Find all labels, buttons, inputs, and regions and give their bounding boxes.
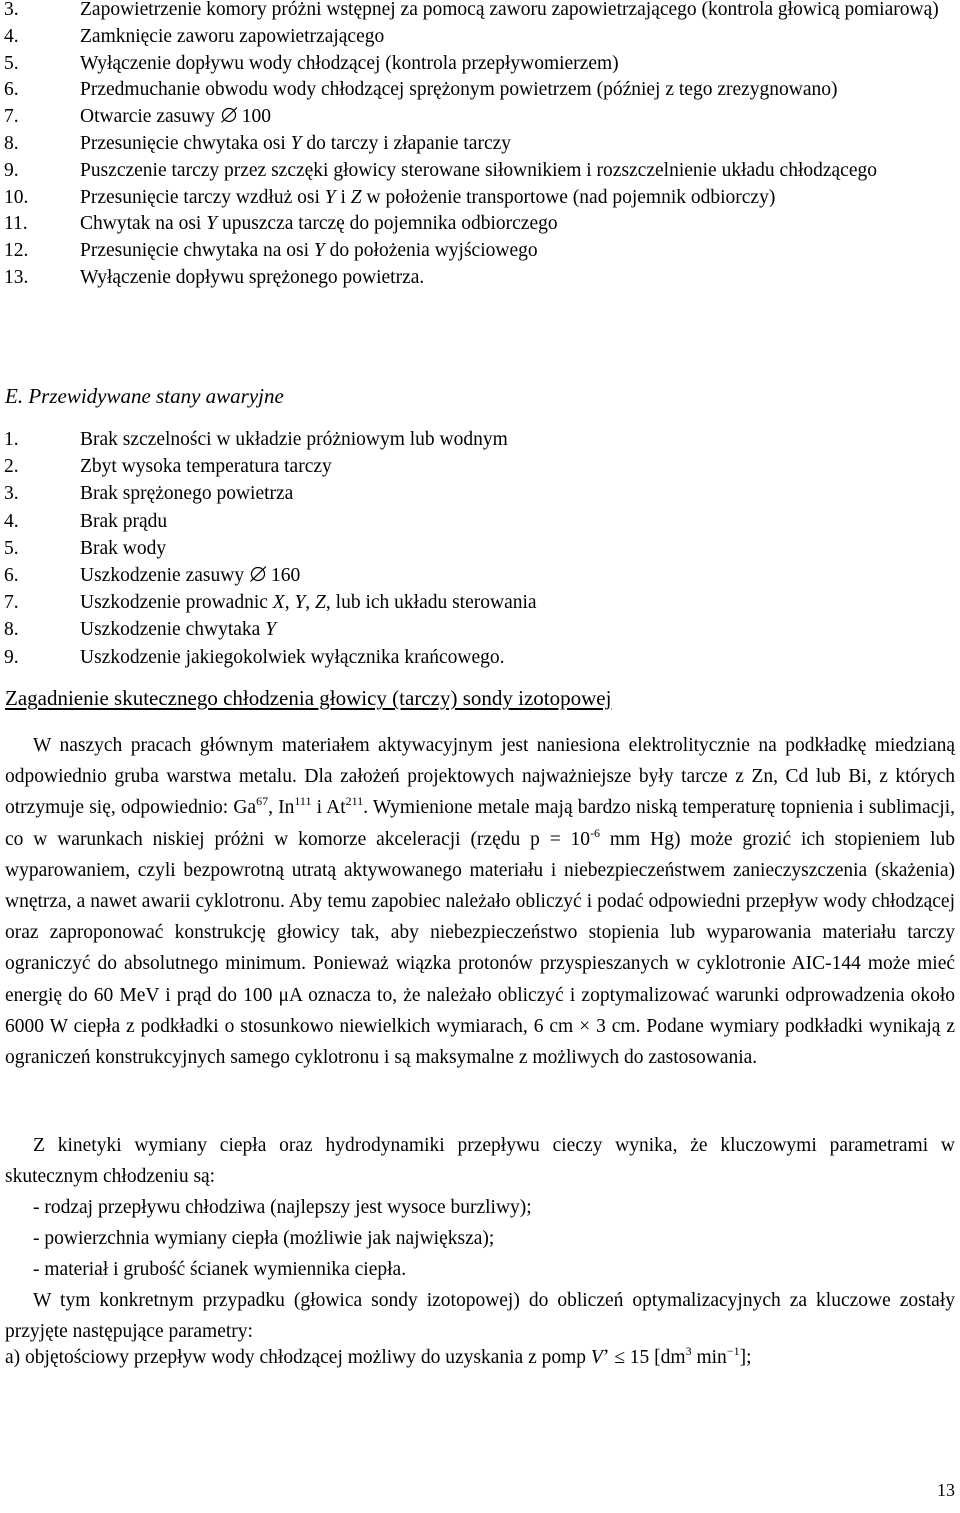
superscript: 211 — [345, 794, 364, 809]
volumetric-flow-symbol: V — [590, 1347, 603, 1368]
item-text: Brak prądu — [80, 510, 168, 532]
item-number: 4. — [4, 25, 19, 47]
item-number: 9. — [4, 159, 19, 181]
paragraph-text: Z kinetyki wymiany ciepła oraz hydrodynamiki przepływu cieczy wynika, że kluczowymi parametrami w skutecznym chłodzeniu są: — [5, 1135, 955, 1188]
axis-label: Z — [315, 592, 326, 614]
item-text: , lub ich układu sterowania — [325, 592, 537, 614]
item-number: 5. — [4, 52, 19, 74]
item-text: Zamknięcie zaworu zapowietrzającego — [80, 25, 385, 47]
list-item — [4, 24, 942, 51]
superscript: 67 — [256, 794, 269, 809]
paragraph-text: ≤ 15 [dm — [609, 1347, 686, 1368]
item-number: 7. — [4, 106, 19, 128]
list-item — [4, 535, 942, 562]
item-text: upuszcza tarczę do pojemnika odbiorczego — [217, 213, 558, 235]
page-number: 13 — [937, 1480, 955, 1500]
list-item — [4, 616, 942, 643]
item-number: 13. — [4, 266, 29, 288]
paragraph-text: ]; — [739, 1347, 752, 1368]
list-item — [4, 508, 942, 535]
paragraph-cooling-materials — [5, 730, 955, 1073]
paragraph-text: mm Hg) może grozić ich stopieniem lub wyparowaniem, czyli bezpowrotną utratą aktywowanego materiału i niebezpieczeństwem zanieczyszczenia (skażenia) wnętrza, a nawet awarii cyklotronu. Aby temu zapobiec należało obliczyć i podać odpowiedni przepływ wody chłodzącej oraz zaproponować konstrukcję głowicy tak, aby niebezpieczeństwo stopienia lub wyparowania materiału tarczy ograniczyć do absolutnego minimum. Ponieważ wiązka protonów przyspieszanych w cyklotronie AIC-144 może mieć energię do 60 MeV i prąd do 100 μA oznacza to, że należało obliczyć i zoptymalizować warunki odprowadzenia około 6000 W ciepła z podkładki o stosunkowo niewielkich wymiarach, 6 cm × 3 cm. Podane wymiary podkładki wynikają z ograniczeń konstrukcyjnych samego cyklotronu i są maksymalne z możliwych do zastosowania. — [5, 828, 955, 1069]
superscript: -6 — [590, 825, 601, 840]
item-number: 3. — [4, 483, 19, 505]
item-text: Zbyt wysoka temperatura tarczy — [80, 456, 332, 478]
item-number: 12. — [4, 240, 29, 262]
topic-heading: Zagadnienie skutecznego chłodzenia głowicy (tarczy) sondy izotopowej — [5, 686, 612, 710]
item-text: do tarczy i złapanie tarczy — [301, 132, 512, 154]
axis-label: X — [272, 592, 285, 614]
list-item — [4, 51, 942, 78]
paragraph-text: . Wymienione metale mają bardzo niską temperaturę topnienia i sublimacji, co w warunkach niskiej próżni w komorze akceleracji (rzędu p = 10 — [5, 797, 955, 850]
superscript: −1 — [726, 1344, 740, 1358]
paragraph-text: , In — [268, 797, 295, 819]
axis-label: Y — [324, 186, 336, 208]
item-number: 7. — [4, 592, 19, 614]
item-text: , — [305, 592, 316, 614]
item-text: Przedmuchanie obwodu wody chłodzącej sprężonym powietrzem (później z tego zrezygnowano) — [80, 79, 838, 101]
item-text: Brak szczelności w układzie próżniowym lub wodnym — [80, 429, 508, 450]
item-text: Przesunięcie tarczy wzdłuż osi — [80, 186, 325, 208]
axis-label: Y — [265, 619, 277, 641]
axis-label: Y — [313, 240, 325, 262]
list-item: - rodzaj przepływu chłodziwa (najlepszy jest wysoce burzliwy); — [33, 1197, 532, 1218]
item-number: 10. — [4, 186, 29, 208]
item-text: Uszkodzenie zasuwy — [80, 565, 249, 587]
item-number: 6. — [4, 565, 19, 587]
list-item: - powierzchnia wymiany ciepła (możliwie jak największa); — [33, 1228, 495, 1249]
item-text: Brak sprężonego powietrza — [80, 483, 294, 505]
list-item: - materiał i grubość ścianek wymiennika ciepła. — [33, 1259, 407, 1280]
paragraph-text: i At — [311, 797, 346, 819]
item-text: Wyłączenie dopływu wody chłodzącej (kontrola przepływomierzem) — [80, 52, 619, 74]
parameter-a-line — [5, 1344, 752, 1369]
list-item — [4, 265, 942, 292]
list-item — [4, 211, 942, 238]
paragraph-text: a) objętościowy przepływ wody chłodzącej możliwy do uzyskania z pomp — [5, 1347, 591, 1368]
paragraph-text: min — [691, 1347, 727, 1368]
list-item — [4, 131, 942, 158]
superscript: 3 — [685, 1344, 692, 1358]
item-text: Puszczenie tarczy przez szczęki głowicy sterowane siłownikiem i rozszczelnienie układu chłodzącego — [80, 159, 877, 181]
dot-accent-icon: ʼ — [602, 1347, 610, 1368]
item-text: Zapowietrzenie komory próżni wstępnej za pomocą zaworu zapowietrzającego (kontrola głowicą pomiarową) — [80, 0, 939, 20]
diameter-symbol-icon — [220, 107, 240, 123]
list-item — [4, 453, 942, 480]
list-item — [4, 77, 942, 104]
diameter-symbol-icon — [249, 566, 269, 582]
item-text: Uszkodzenie prowadnic — [80, 592, 273, 614]
list-item — [4, 589, 942, 616]
item-number: 9. — [4, 646, 19, 668]
axis-label: Z — [350, 186, 362, 208]
item-number: 1. — [4, 429, 19, 450]
paragraph-key-parameters — [5, 1130, 955, 1192]
item-number: 8. — [4, 619, 19, 641]
paragraph-text: W naszych pracach głównym materiałem aktywacyjnym jest naniesiona elektrolitycznie na podkładkę miedzianą odpowiednio gruba warstwa metalu. Dla założeń projektowych najważniejsze były tarcze z Zn, Cd lub Bi, z których otrzymuje się, odpowiednio: Ga — [5, 735, 955, 819]
paragraph-case — [5, 1285, 955, 1347]
list-item — [4, 158, 942, 185]
procedure-steps-list — [4, 0, 942, 292]
item-text: Wyłączenie dopływu sprężonego powietrza. — [80, 266, 425, 288]
superscript: 111 — [294, 794, 312, 809]
list-item — [4, 644, 942, 671]
item-text: Przesunięcie chwytaka na osi — [80, 240, 314, 262]
list-item — [4, 426, 942, 453]
item-text: do położenia wyjściowego — [324, 240, 538, 262]
item-number: 3. — [4, 0, 19, 20]
item-number: 11. — [4, 213, 28, 235]
item-text: Uszkodzenie chwytaka — [80, 619, 266, 641]
item-text: 100 — [241, 106, 271, 128]
list-item — [4, 480, 942, 507]
item-number: 6. — [4, 79, 19, 101]
list-item — [4, 104, 942, 131]
item-text: Otwarcie zasuwy — [80, 106, 220, 128]
axis-label: Y — [290, 132, 302, 154]
parameters-dash-list — [5, 1192, 532, 1285]
axis-label: Y — [206, 213, 218, 235]
item-text: 160 — [270, 565, 301, 587]
item-text: Uszkodzenie jakiegokolwiek wyłącznika krańcowego. — [80, 646, 505, 668]
failure-states-list — [4, 426, 942, 671]
section-heading: E. Przewidywane stany awaryjne — [5, 384, 284, 408]
list-item — [4, 185, 942, 212]
item-number: 4. — [4, 510, 19, 532]
item-text: Przesunięcie chwytaka osi — [80, 132, 291, 154]
list-item — [4, 0, 942, 24]
item-text: Chwytak na osi — [80, 213, 207, 235]
item-number: 2. — [4, 456, 19, 478]
item-text: Brak wody — [80, 537, 167, 559]
item-text: i — [335, 186, 351, 208]
axis-label: Y — [294, 592, 306, 614]
list-item — [4, 562, 942, 589]
list-item — [4, 238, 942, 265]
paragraph-text: W tym konkretnym przypadku (głowica sondy izotopowej) do obliczeń optymalizacyjnych za kluczowe zostały przyjęte następujące parametry: — [5, 1290, 955, 1343]
item-number: 8. — [4, 132, 19, 154]
item-text: , — [284, 592, 295, 614]
item-number: 5. — [4, 537, 19, 559]
item-text: w położenie transportowe (nad pojemnik odbiorczy) — [361, 186, 776, 208]
